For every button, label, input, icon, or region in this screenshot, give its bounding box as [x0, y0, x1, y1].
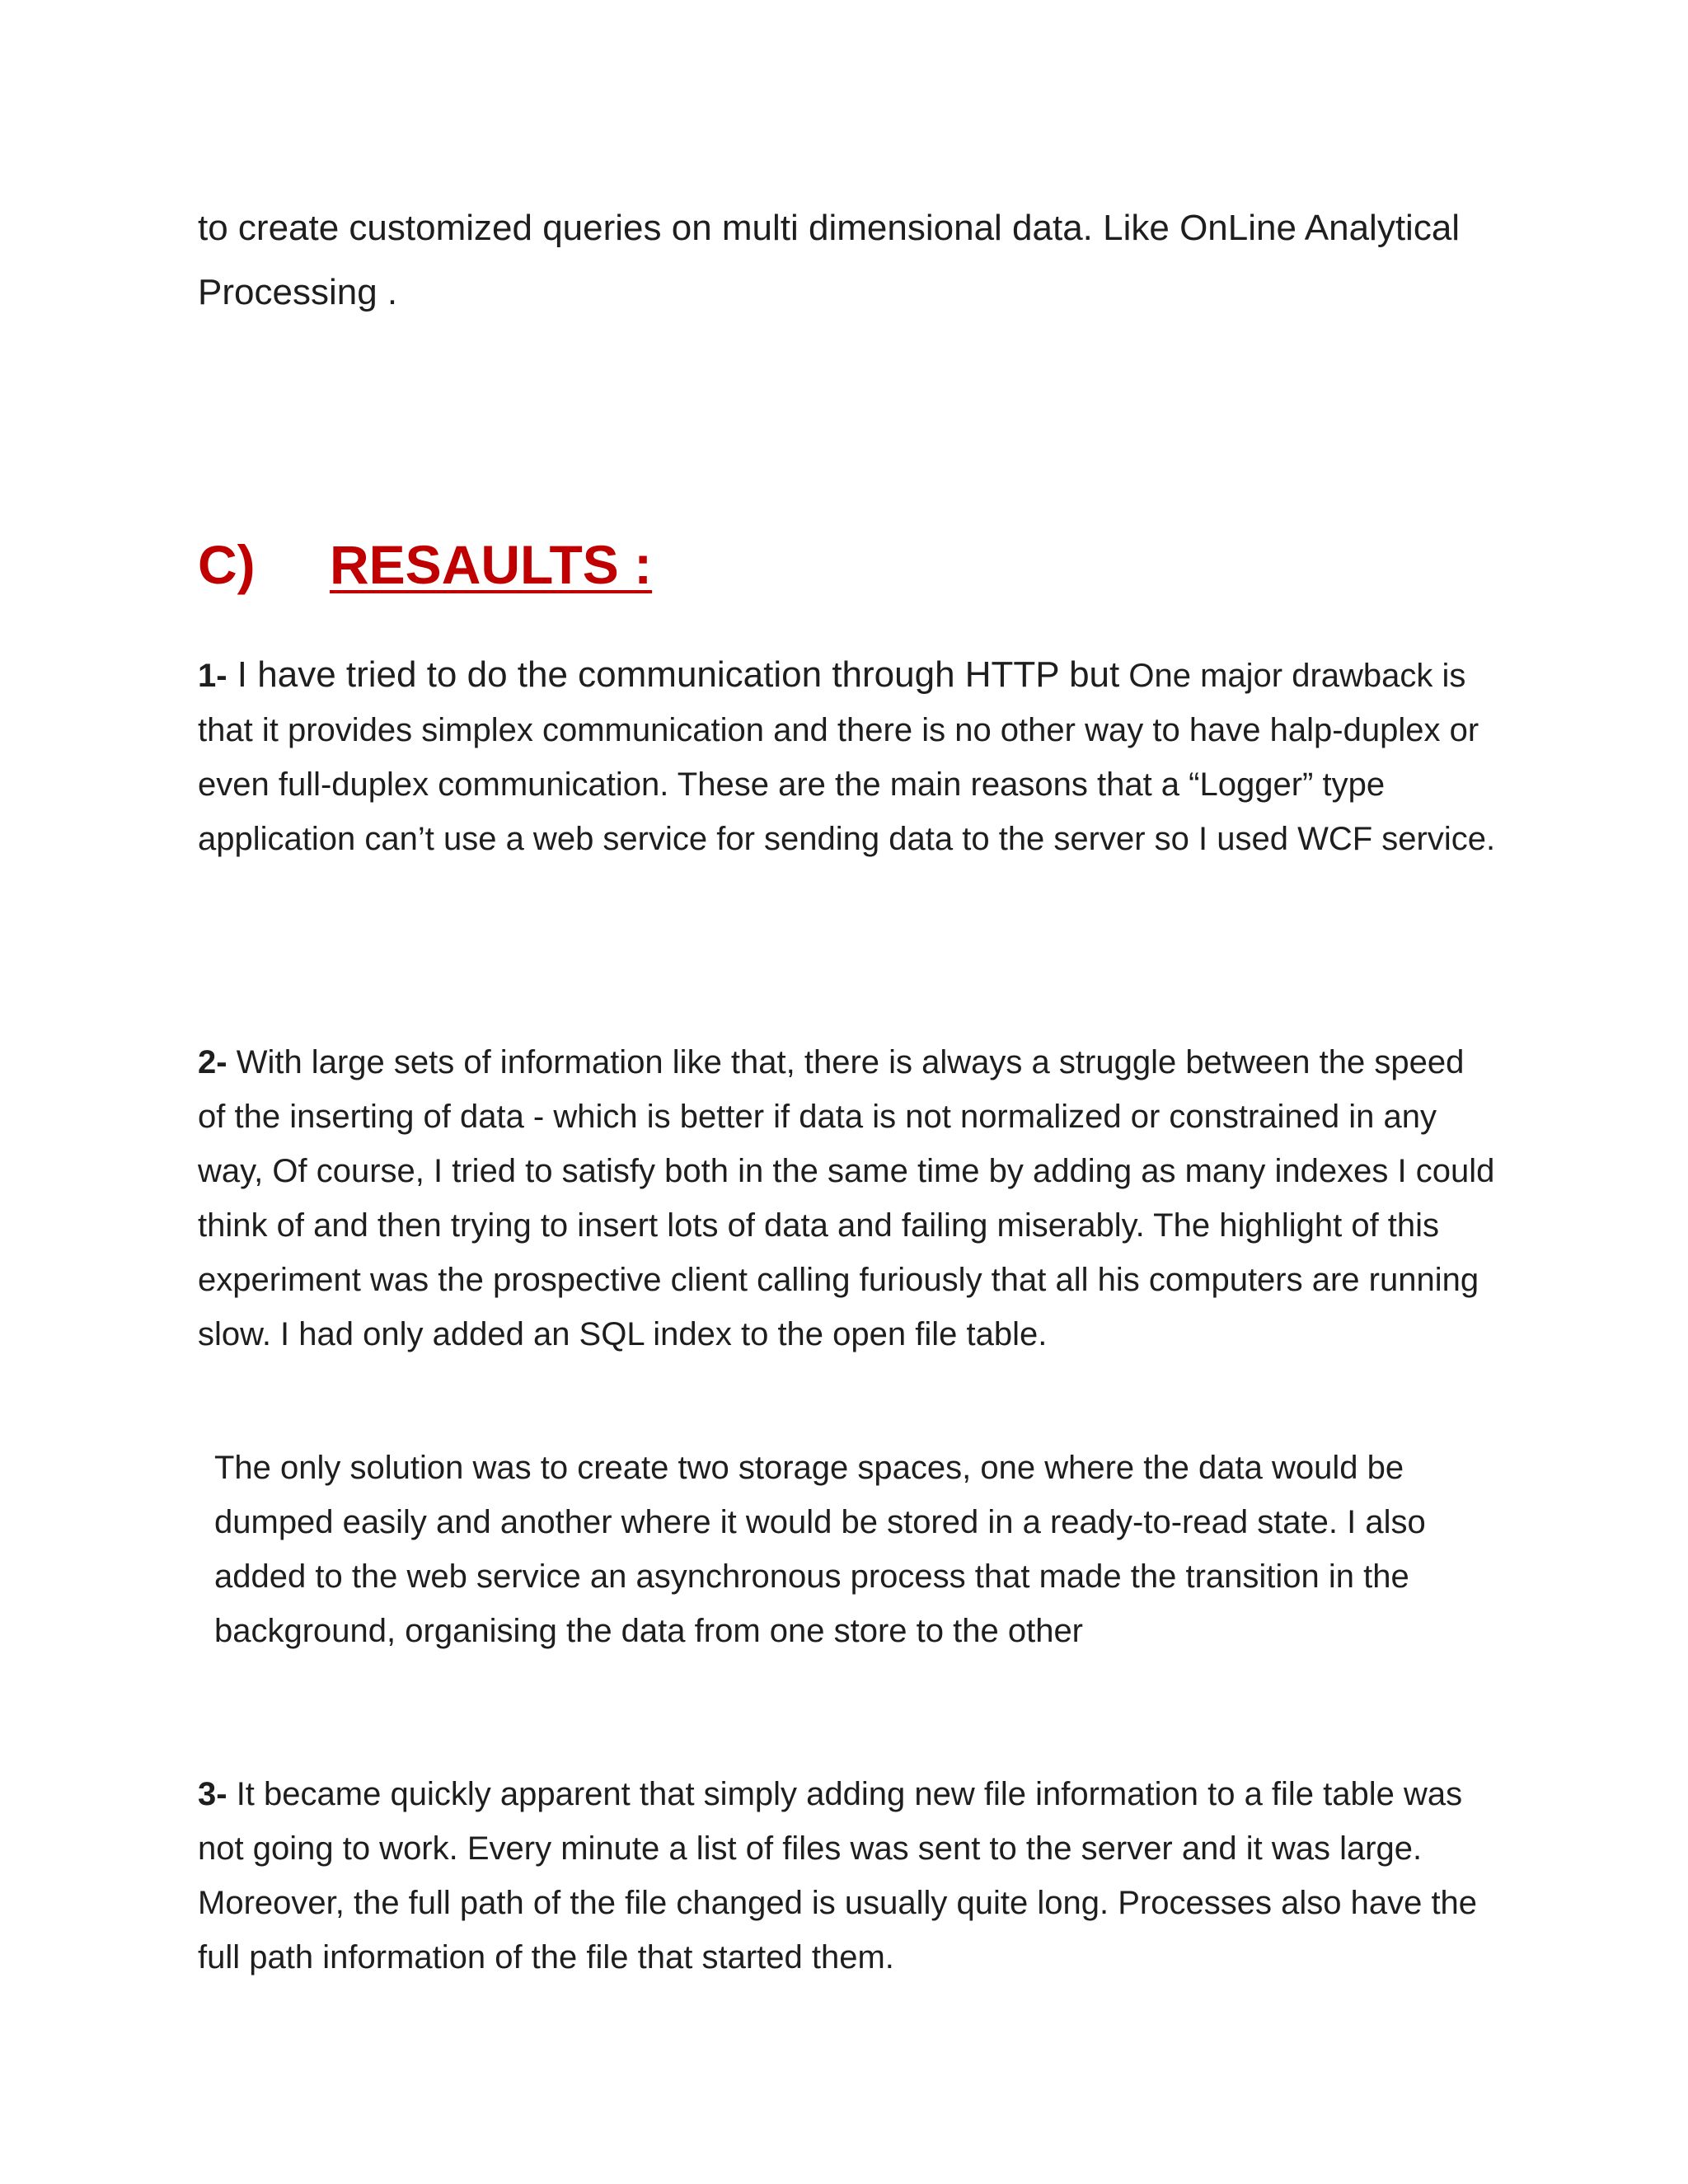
- intro-paragraph: to create customized queries on multi dimensional data. Like OnLine Analytical Processing .: [198, 208, 1461, 312]
- result-paragraph-3: [198, 1767, 1500, 1985]
- result-lead-text: I have tried to do the communication through HTTP but: [227, 654, 1120, 695]
- result-number: 3-: [198, 1776, 227, 1812]
- result-text: One major drawback is that it provides simplex communication and there is no other way to have halp-duplex or even full-duplex communication. These are the main reasons that a “Logger” type application can’t use a web service for sending data to the server so I used WCF service.: [198, 658, 1496, 857]
- result-text: It became quickly apparent that simply adding new file information to a file table was not going to work. Every minute a list of files was sent to the server and it was large. Moreover, the full path of the file changed is usually quite long. Processes also have the full path information of the file that started them.: [198, 1776, 1478, 1975]
- result-paragraph-2-continued: [198, 1441, 1517, 1658]
- result-number: 2-: [198, 1044, 227, 1080]
- result-paragraph-2: [198, 1035, 1500, 1361]
- section-heading: [198, 527, 652, 602]
- result-text: The only solution was to create two storage spaces, one where the data would be dumped easily and another where it would be stored in a ready-to-read state. I also added to the web service an asynchronous process that made the transition in the background, organising the data from one store to the other: [214, 1450, 1426, 1649]
- result-number: 1-: [198, 658, 227, 694]
- section-title: RESAULTS :: [330, 534, 653, 595]
- result-paragraph-1: [198, 648, 1500, 866]
- section-letter: C): [198, 534, 256, 595]
- result-text: With large sets of information like that, there is always a struggle between the speed of the inserting of data - which is better if data is not normalized or constrained in any way, Of course, I tried to satisfy both in the same time by adding as many indexes I could think of and then trying to insert lots of data and failing miserably. The highlight of this experiment was the prospective client calling furiously that all his computers are running slow. I had only added an SQL index to the open file table.: [198, 1044, 1495, 1352]
